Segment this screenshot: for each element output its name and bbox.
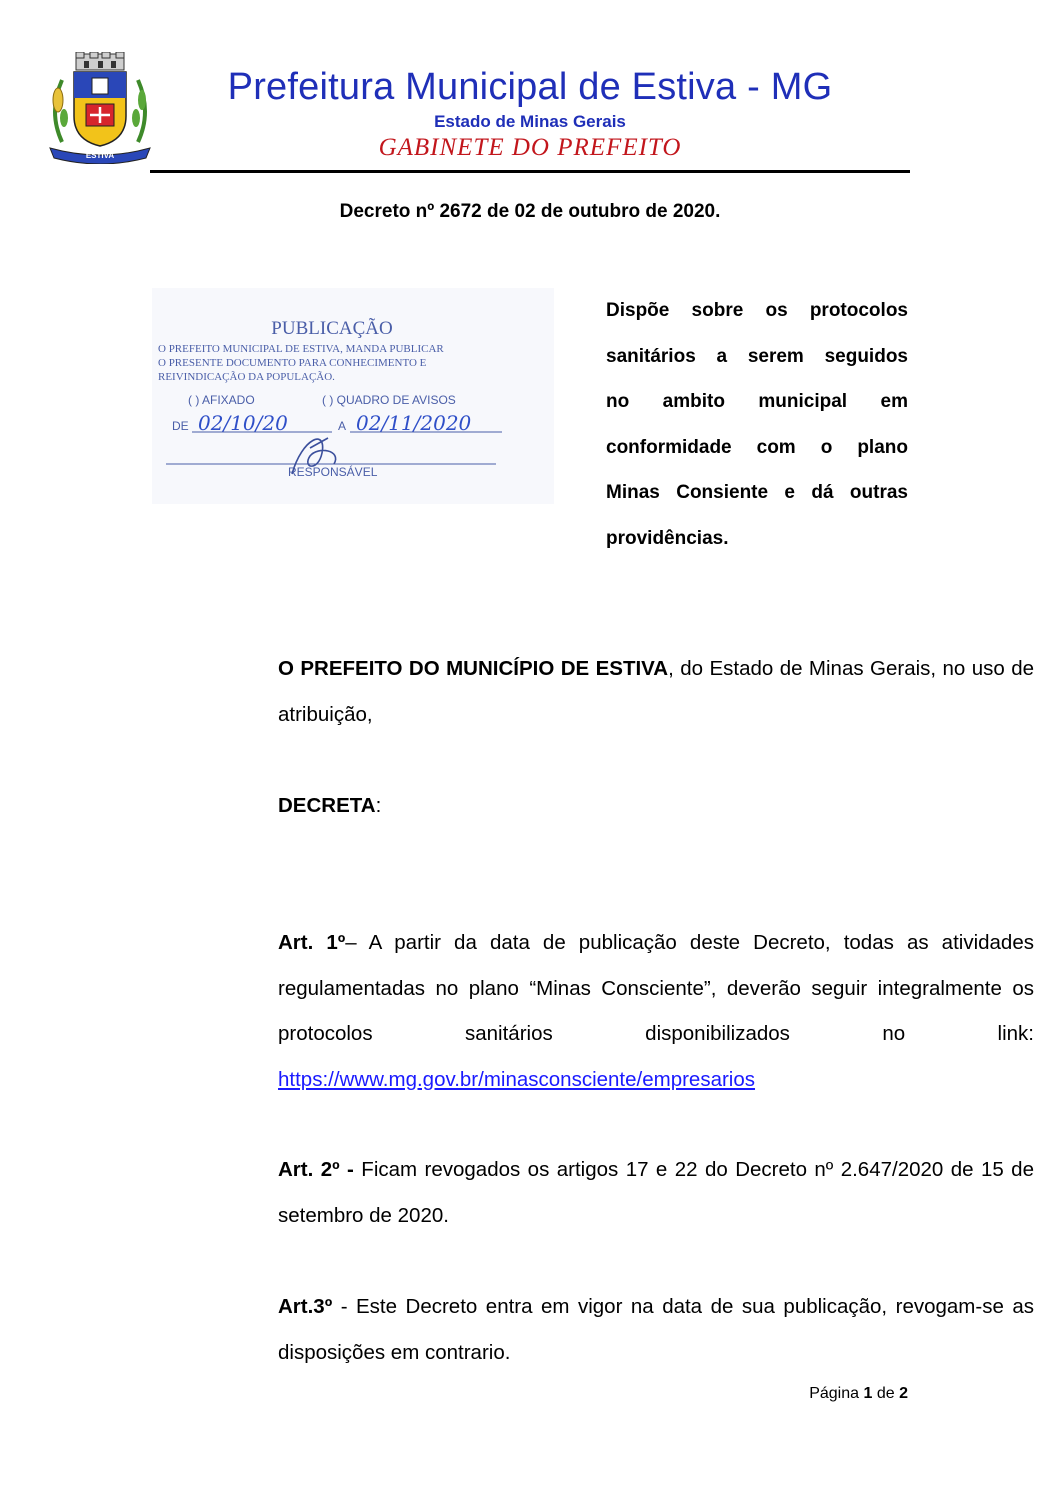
letterhead [0,0,1058,180]
publication-stamp [152,288,554,504]
decree-title: Decreto nº 2672 de 02 de outubro de 2020. [339,201,721,222]
municipal-coat-of-arms-icon [40,52,160,164]
article-2 [152,1147,1034,1238]
article-3 [152,1284,1034,1375]
stamp-line-2: O PRESENTE DOCUMENTO PARA CONHECIMENTO E [158,357,427,369]
page-current: 1 [863,1385,873,1402]
stamp-responsavel: RESPONSÁVEL [288,465,378,479]
page-sep: de [876,1385,895,1402]
summary-line: Dispõe sobre os protocolos [606,300,908,321]
stamp-heading: PUBLICAÇÃO [271,318,393,339]
article-text: – A partir da data de publicação deste Decreto, todas as atividades regulamentadas no plano “Minas Consciente”, deverão seguir integralmente os protocolos sanitários disponibilizados no link: [278,931,1034,1045]
article-label: Art. 2º - [278,1158,354,1181]
logo-ribbon-text: ESTIVA [85,151,115,160]
decreta-line [152,783,1034,829]
page-number [700,1385,908,1403]
article-1 [152,920,1034,1102]
preamble-bold: O PREFEITO DO MUNICÍPIO DE ESTIVA [278,657,669,680]
stamp-line-1: O PREFEITO MUNICIPAL DE ESTIVA, MANDA PUBLICAR [158,343,444,355]
preamble-rest: , do Estado de Minas Gerais, no uso de atribuição, [278,657,1034,726]
stamp-option-quadro: ( ) QUADRO DE AVISOS [322,393,456,407]
page-prefix: Página [809,1385,860,1402]
stamp-date-from: 02/10/20 [198,411,288,435]
header-divider [150,170,910,173]
stamp-option-afixado: ( ) AFIXADO [188,393,255,407]
summary-line: sanitários a serem seguidos [606,345,908,367]
article-text: Ficam revogados os artigos 17 e 22 do Decreto nº 2.647/2020 de 15 de setembro de 2020. [278,1158,1034,1227]
stamp-date-to: 02/11/2020 [356,411,472,435]
preamble [152,646,1034,737]
office-name: GABINETE DO PREFEITO [378,134,682,161]
decree-summary [606,288,908,561]
article-label: Art. 1º [278,931,346,954]
page-total: 2 [899,1385,908,1402]
stamp-line-3: REIVINDICAÇÃO DA POPULAÇÃO. [158,371,335,383]
summary-line: Minas Consiente e dá outras [606,482,908,503]
summary-line: conformidade com o plano [606,436,908,458]
summary-line: no ambito municipal em [606,391,908,412]
stamp-de-label: DE [172,419,189,433]
state-name: Estado de Minas Gerais [434,112,626,131]
article-text: - Este Decreto entra em vigor na data de sua publicação, revogam-se as disposições em contrario. [278,1295,1034,1364]
summary-line: providências. [606,527,729,549]
stamp-a-label: A [338,419,347,433]
decreta-rest: : [375,794,382,817]
decreta-bold: DECRETA [278,794,376,817]
minas-consciente-link[interactable]: https://www.mg.gov.br/minasconsciente/empresarios [278,1067,756,1091]
municipality-title: Prefeitura Municipal de Estiva - MG [227,66,833,108]
article-label: Art.3º [278,1295,333,1318]
